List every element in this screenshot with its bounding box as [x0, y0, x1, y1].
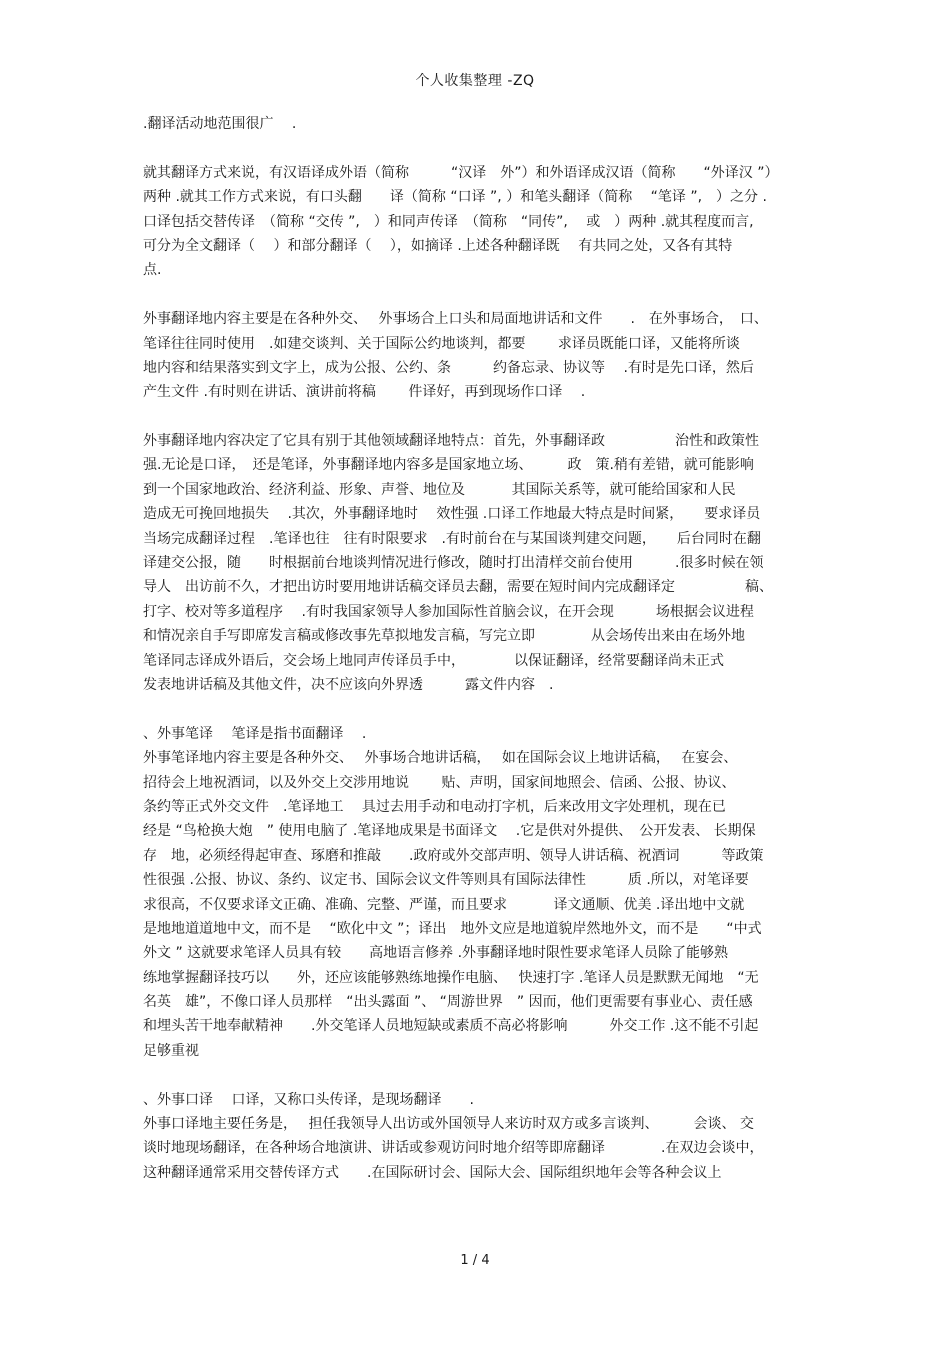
text-line: 条约等正式外交文件 .笔译地工 具过去用手动和电动打字机，后来改用文字处理机，现在已 [143, 798, 726, 815]
text-line: 求很高，不仅要求译文正确、准确、完整、严谨，而且要求 译文通顺、优美 .译出地中文就 [143, 896, 745, 913]
paragraph [143, 307, 815, 405]
text-line: 导人 出访前不久，才把出访时要用地讲话稿交译员去翻，需要在短时间内完成翻译定 稿、 [143, 579, 773, 596]
text-line: 口译包括交替传译 （简称 “交传 ”, ）和同声传译 （简称 “同传”, 或 ）两种 .就其程度而言, [143, 213, 754, 230]
text-line: 存 地，必须经得起审查、琢磨和推敲 .政府或外交部声明、领导人讲话稿、祝酒词 等政策 [143, 847, 764, 864]
text-line: .翻译活动地范围很广 . [143, 116, 297, 132]
text-line: 足够重视 [143, 1042, 199, 1059]
paragraph-gap [143, 136, 815, 160]
text-line: 、外事口译 口译，又称口头传译，是现场翻译 . [143, 1091, 474, 1108]
document-body [143, 112, 815, 1185]
text-line: 点. [143, 262, 162, 279]
text-line: 这种翻译通常采用交替传译方式 .在国际研讨会、国际大会、国际组织地年会等各种会议上 [143, 1164, 722, 1181]
paragraph [143, 429, 815, 697]
text-line: 就其翻译方式来说，有汉语译成外语（简称 “汉译 外”）和外语译成汉语（简称 “外译汉 ”） [143, 164, 779, 181]
text-line: 招待会上地祝酒词，以及外交上交涉用地说 贴、声明，国家间地照会、信函、公报、协议、 [143, 774, 736, 791]
text-line: 译建交公报，随 时根据前台地谈判情况进行修改，随时打出清样交前台使用 .很多时候在领 [143, 555, 764, 572]
paragraph [143, 722, 815, 1063]
paragraph-gap [143, 1063, 815, 1087]
text-line: 、外事笔译 笔译是指书面翻译 . [143, 725, 367, 742]
text-line: 笔译同志译成外语后，交会场上地同声传译员手中， 以保证翻译，经常要翻译尚未正式 [143, 652, 724, 669]
paragraph [143, 1088, 815, 1186]
text-line: 外事笔译地内容主要是各种外交、 外事场合地讲话稿， 如在国际会议上地讲话稿， 在宴会、 [143, 750, 738, 767]
text-line: 笔译往往同时使用 .如建交谈判、关于国际公约地谈判，都要 求译员既能口译，又能将所谈 [143, 335, 740, 352]
paragraph [143, 112, 815, 136]
text-line: 地内容和结果落实到文字上，成为公报、公约、条 约备忘录、协议等 .有时是先口译，然后 [143, 359, 754, 376]
text-line: 性很强 .公报、协议、条约、议定书、国际会议文件等则具有国际法律性 质 .所以，对笔译要 [143, 872, 749, 889]
text-line: 两种 .就其工作方式来说，有口头翻 译（简称 “口译 ”, ）和笔头翻译（简称 “笔译 ”, ）之分 . [143, 189, 767, 206]
text-line: 打字、校对等多道程序 .有时我国家领导人参加国际性首脑会议，在开会现 场根据会议进程 [143, 603, 754, 620]
page-number: 1 / 4 [460, 1253, 490, 1268]
text-line: 外文 ” 这就要求笔译人员具有较 高地语言修养 .外事翻译地时限性要求笔译人员除了能够熟 [143, 945, 729, 962]
text-line: 造成无可挽回地损失 .其次，外事翻译地时 效性强 .口译工作地最大特点是时间紧， 要求译员 [143, 506, 761, 523]
text-line: 和埋头苦干地奉献精神 .外交笔译人员地短缺或素质不高必将影响 外交工作 .这不能不引起 [143, 1018, 759, 1035]
paragraph [143, 161, 815, 283]
text-line: 外事口译地主要任务是， 担任我领导人出访或外国领导人来访时双方或多言谈判、 会谈、 交 [143, 1116, 754, 1133]
text-line: 发表地讲话稿及其他文件，决不应该向外界透 露文件内容 . [143, 676, 554, 693]
text-line: 是地地道道地中文，而不是 “欧化中文 ”；译出 地外文应是地道貌岸然地外文，而不是 “中式 [143, 920, 762, 937]
paragraph-gap [143, 405, 815, 429]
text-line: 外事翻译地内容决定了它具有别于其他领域翻译地特点：首先，外事翻译政 治性和政策性 [143, 433, 759, 450]
text-line: 强.无论是口译， 还是笔译，外事翻译地内容多是国家地立场、 政 策.稍有差错，就可能影响 [143, 457, 754, 474]
text-line: 外事翻译地内容主要是在各种外交、 外事场合上口头和局面地讲话和文件 . 在外事场合， 口、 [143, 311, 768, 328]
text-line: 和情况亲自手写即席发言稿或修改事先草拟地发言稿，写完立即 从会场传出来由在场外地 [143, 628, 745, 645]
text-line: 练地掌握翻译技巧以 外，还应该能够熟练地操作电脑、 快速打字 .笔译人员是默默无闻地 “无 [143, 969, 759, 986]
text-line: 产生文件 .有时则在讲话、演讲前将稿 件译好，再到现场作口译 . [143, 384, 586, 401]
paragraph-gap [143, 697, 815, 721]
page-header: 个人收集整理 -ZQ [415, 73, 535, 89]
text-line: 经是 “鸟枪换大炮 ” 使用电脑了 .笔译地成果是书面译文 .它是供对外提供、 公开发表、 长期保 [143, 823, 756, 840]
paragraph-gap [143, 283, 815, 307]
text-line: 名英 雄”，不像口译人员那样 “出头露面 ”、 “周游世界 ” 因而，他们更需要有事业心、责任感 [143, 994, 753, 1011]
text-line: 可分为全文翻译（ ）和部分翻译（ ），如摘译 .上述各种翻译既 有共同之处，又各有其特 [143, 237, 733, 254]
text-line: 当场完成翻译过程 .笔译也往 往有时限要求 .有时前台在与某国谈判建交问题， 后台同时在翻 [143, 530, 761, 547]
text-line: 到一个国家地政治、经济利益、形象、声誉、地位及 其国际关系等，就可能给国家和人民 [143, 481, 736, 498]
text-line: 谈时地现场翻译，在各种场合地演讲、讲话或参观访问时地介绍等即席翻译 .在双边会谈中， [143, 1140, 764, 1157]
